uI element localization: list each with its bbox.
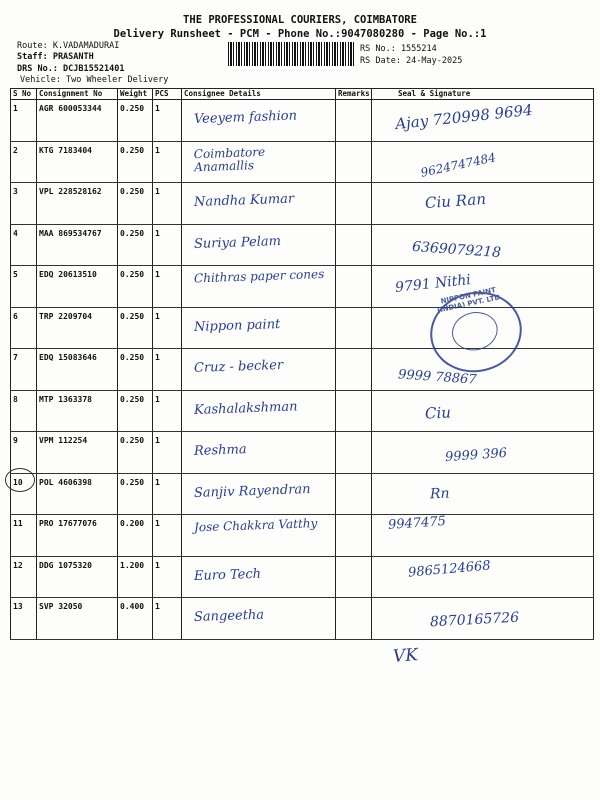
row-weight: 0.250 xyxy=(118,390,153,432)
row-remarks xyxy=(336,100,372,142)
col-remarks: Remarks xyxy=(336,89,372,100)
row-remarks xyxy=(336,390,372,432)
row-sno: 12 xyxy=(11,556,37,598)
row-remarks xyxy=(336,224,372,266)
consignee-handwriting: Sangeetha xyxy=(193,607,265,625)
col-consignee: Consignee Details xyxy=(182,89,336,100)
row-consignment: TRP 2209704 xyxy=(37,307,118,349)
row-sno: 6 xyxy=(11,307,37,349)
row-consignment: VPM 112254 xyxy=(37,432,118,474)
row-consignee xyxy=(182,556,336,598)
row-pcs: 1 xyxy=(153,307,182,349)
row-sno: 5 xyxy=(11,266,37,308)
row-sno: 2 xyxy=(11,141,37,183)
table-row xyxy=(11,473,594,515)
consignee-handwriting: Kashalakshman xyxy=(193,398,298,418)
signature-row-11: 9947475 xyxy=(387,513,447,534)
row-signature-cell xyxy=(372,390,594,432)
signature-row-7: 9999 78867 xyxy=(397,367,478,388)
drs-number: DRS No.: DCJB15521401 xyxy=(17,64,125,74)
signature-row-3: Ciu Ran xyxy=(424,189,487,213)
row-signature-cell xyxy=(372,473,594,515)
row-consignee xyxy=(182,183,336,225)
row-weight: 0.250 xyxy=(118,266,153,308)
row-consignee xyxy=(182,266,336,308)
row-pcs: 1 xyxy=(153,515,182,557)
row-remarks xyxy=(336,183,372,225)
table-row xyxy=(11,515,594,557)
consignee-handwriting: Euro Tech xyxy=(193,566,262,584)
row-consignee xyxy=(182,141,336,183)
row-sno: 4 xyxy=(11,224,37,266)
col-seal-signature: Seal & Signature xyxy=(372,89,594,100)
signature-row-12: 9865124668 xyxy=(407,558,492,581)
consignee-handwriting: Sanjiv Rayendran xyxy=(193,481,311,501)
seal-inner-ring xyxy=(448,308,501,355)
row-remarks xyxy=(336,598,372,640)
row-sno: 11 xyxy=(11,515,37,557)
row-consignment: DDG 1075320 xyxy=(37,556,118,598)
row-weight: 1.200 xyxy=(118,556,153,598)
row-consignment: KTG 7183404 xyxy=(37,141,118,183)
signature-row-2: 9624747484 xyxy=(419,150,497,180)
rs-number: RS No.: 1555214 xyxy=(360,44,437,54)
signature-row-4: 6369079218 xyxy=(411,238,502,262)
row-sno: 1 xyxy=(11,100,37,142)
consignee-handwriting: Jose Chakkra Vatthy xyxy=(193,516,318,535)
consignee-handwriting: Chithras paper cones xyxy=(193,266,325,286)
consignee-handwriting: Coimbatore Anamallis xyxy=(193,144,266,174)
row-pcs: 1 xyxy=(153,473,182,515)
vehicle-info: Vehicle: Two Wheeler Delivery xyxy=(20,75,169,85)
row-consignment: VPL 228528162 xyxy=(37,183,118,225)
row-consignee xyxy=(182,515,336,557)
row-weight: 0.250 xyxy=(118,183,153,225)
row-consignment: SVP 32050 xyxy=(37,598,118,640)
row-consignment: EDQ 15083646 xyxy=(37,349,118,391)
route-info: Route: K.VADAMADURAI xyxy=(17,41,120,51)
row-consignment: EDQ 20613510 xyxy=(37,266,118,308)
row-consignee xyxy=(182,224,336,266)
col-sno: S No xyxy=(11,89,37,100)
table-row xyxy=(11,141,594,183)
row-remarks xyxy=(336,515,372,557)
row-consignee xyxy=(182,307,336,349)
row-weight: 0.400 xyxy=(118,598,153,640)
row-consignee xyxy=(182,390,336,432)
rs-date: RS Date: 24-May-2025 xyxy=(360,56,463,66)
runsheet-table xyxy=(10,88,594,640)
row-consignment: AGR 600053344 xyxy=(37,100,118,142)
table-row xyxy=(11,224,594,266)
col-weight: Weight xyxy=(118,89,153,100)
consignee-handwriting: Veeyem fashion xyxy=(193,108,298,127)
row-remarks xyxy=(336,266,372,308)
row-pcs: 1 xyxy=(153,183,182,225)
row-pcs: 1 xyxy=(153,556,182,598)
signature-row-5: 9791 Nithi xyxy=(394,272,472,296)
signature-row-1: Ajay 720998 9694 xyxy=(394,100,534,134)
row-consignee xyxy=(182,432,336,474)
row-weight: 0.250 xyxy=(118,349,153,391)
row-sno: 7 xyxy=(11,349,37,391)
row-sno: 3 xyxy=(11,183,37,225)
row-10-circle-mark xyxy=(5,468,35,492)
signature-row-10: Rn xyxy=(429,485,450,503)
barcode-image xyxy=(228,42,354,66)
consignee-handwriting: Suriya Pelam xyxy=(193,233,282,252)
row-consignment: PRO 17677076 xyxy=(37,515,118,557)
row-pcs: 1 xyxy=(153,100,182,142)
footer-initials: VK xyxy=(392,645,419,667)
row-consignment: MTP 1363378 xyxy=(37,390,118,432)
row-pcs: 1 xyxy=(153,432,182,474)
row-weight: 0.250 xyxy=(118,224,153,266)
table-row xyxy=(11,390,594,432)
row-weight: 0.200 xyxy=(118,515,153,557)
row-pcs: 1 xyxy=(153,141,182,183)
row-consignee xyxy=(182,473,336,515)
row-consignee xyxy=(182,100,336,142)
consignee-handwriting: Nippon paint xyxy=(193,316,281,335)
consignee-handwriting: Nandha Kumar xyxy=(193,191,295,210)
consignee-handwriting: Reshma xyxy=(193,442,247,459)
staff-info: Staff: PRASANTH xyxy=(17,52,94,62)
row-consignee xyxy=(182,598,336,640)
table-row xyxy=(11,556,594,598)
table-row xyxy=(11,183,594,225)
seal-text: NIPPON PAINT (INDIA) PVT. LTD. xyxy=(436,286,504,315)
table-header-row xyxy=(11,89,594,100)
signature-row-13: 8870165726 xyxy=(429,609,520,631)
row-remarks xyxy=(336,349,372,391)
consignee-handwriting: Cruz - becker xyxy=(193,357,284,376)
row-remarks xyxy=(336,556,372,598)
signature-row-9: 9999 396 xyxy=(444,445,508,466)
row-remarks xyxy=(336,473,372,515)
row-weight: 0.250 xyxy=(118,141,153,183)
row-sno: 9 xyxy=(11,432,37,474)
row-weight: 0.250 xyxy=(118,100,153,142)
row-remarks xyxy=(336,141,372,183)
row-pcs: 1 xyxy=(153,390,182,432)
row-consignment: POL 4606398 xyxy=(37,473,118,515)
signature-row-8: Ciu xyxy=(424,403,452,423)
row-pcs: 1 xyxy=(153,349,182,391)
row-sno: 10 xyxy=(11,473,37,515)
row-weight: 0.250 xyxy=(118,432,153,474)
row-weight: 0.250 xyxy=(118,473,153,515)
row-consignment: MAA 869534767 xyxy=(37,224,118,266)
runsheet-subtitle: Delivery Runsheet - PCM - Phone No.:9047080280 - Page No.:1 xyxy=(113,28,487,40)
row-remarks xyxy=(336,307,372,349)
row-consignee xyxy=(182,349,336,391)
row-pcs: 1 xyxy=(153,224,182,266)
row-sno: 8 xyxy=(11,390,37,432)
row-pcs: 1 xyxy=(153,598,182,640)
col-consignment: Consignment No xyxy=(37,89,118,100)
row-sno: 13 xyxy=(11,598,37,640)
row-weight: 0.250 xyxy=(118,307,153,349)
row-remarks xyxy=(336,432,372,474)
row-pcs: 1 xyxy=(153,266,182,308)
company-title: THE PROFESSIONAL COURIERS, COIMBATORE xyxy=(183,14,417,26)
col-pcs: PCS xyxy=(153,89,182,100)
